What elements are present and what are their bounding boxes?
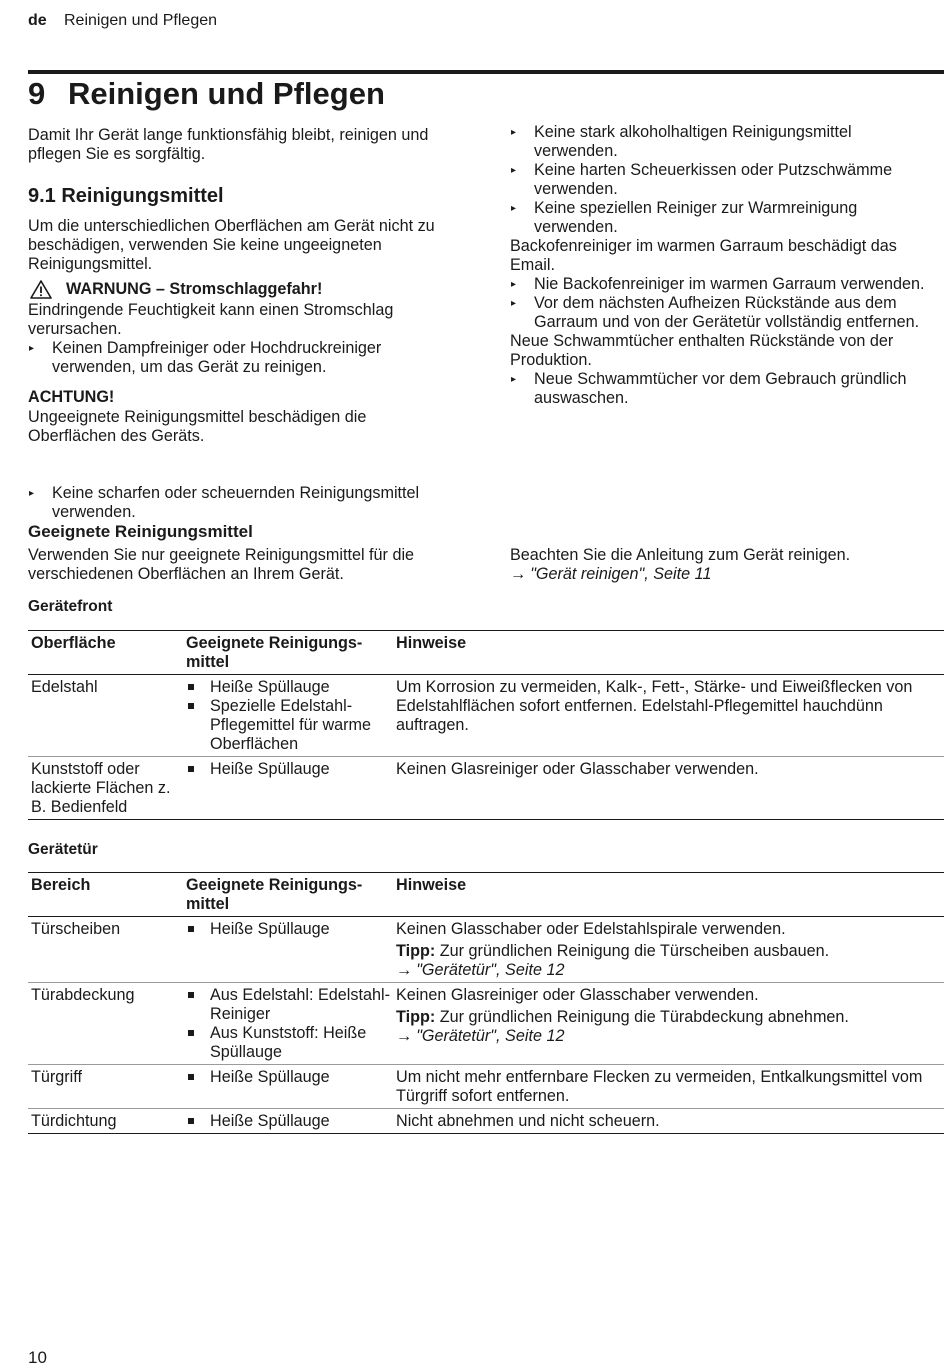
door-table-title: Gerätetür (28, 841, 98, 858)
list-item-text: Vor dem nächsten Aufheizen Rückstände aus dem Garraum und von der Gerätetür vollständig entfernen. (534, 294, 920, 331)
bullet-arrow-icon: ▸ (511, 165, 517, 176)
chapter-title (28, 76, 385, 112)
table-cell-area: Kunststoff oder lackierte Flächen z. B. Bedienfeld (28, 757, 183, 820)
tip-content: Zur gründlichen Reinigung die Türscheiben ausbauen. (439, 942, 830, 960)
column-header: Bereich (28, 873, 183, 917)
page-number: 10 (28, 1348, 47, 1367)
list-item-text: Neue Schwammtücher vor dem Gebrauch gründlich auswaschen. (534, 370, 907, 407)
table-cell-agents (183, 675, 393, 757)
list-item: Aus Kunststoff: Heiße Spüllauge (186, 1024, 390, 1062)
tip-label: Tipp: (396, 1008, 436, 1026)
bullet-arrow-icon: ▸ (511, 203, 517, 214)
list-item (510, 199, 935, 237)
table-cell-area: Türscheiben (28, 917, 183, 983)
table-cell-agents (183, 1065, 393, 1109)
list-item: Spezielle Edelstahl-Pflegemittel für warme Oberflächen (186, 697, 390, 754)
warning-text: Eindringende Feuchtigkeit kann einen Stromschlag verursachen. (28, 301, 394, 338)
list-item-text: Nie Backofenreiniger im warmen Garraum verwenden. (534, 275, 925, 293)
section-9-1-text: Um die unterschiedlichen Oberflächen am Gerät nicht zu beschädigen, verwenden Sie keine ungeeigneten Reinigungsmittel. (28, 217, 435, 273)
list-item-text: Keine stark alkoholhaltigen Reinigungsmittel verwenden. (534, 123, 852, 160)
list-item (510, 370, 935, 408)
list-item: Heiße Spüllauge (186, 678, 390, 697)
arrow-right-icon: → (510, 565, 527, 583)
warning-triangle-icon (30, 280, 52, 299)
bullet-arrow-icon: ▸ (511, 374, 517, 385)
column-header: Geeignete Reinigungs- mittel (183, 873, 393, 917)
door-table (28, 872, 944, 1134)
column-header: Geeignete Reinigungs- mittel (183, 631, 393, 675)
list-item (510, 123, 935, 161)
table-cell-agents (183, 917, 393, 983)
table-cell-note: Um Korrosion zu vermeiden, Kalk-, Fett-, Stärke- und Eiweißflecken von Edelstahlflächen sofort entfernen. Edelstahl-Pflegemittel hauchdünn auftragen. (393, 675, 944, 757)
cross-reference-link[interactable] (510, 565, 935, 584)
arrow-right-icon: → (396, 961, 413, 979)
list-item-text: Keine speziellen Reiniger zur Warmreinigung verwenden. (534, 199, 858, 236)
right-column (510, 123, 935, 408)
cross-reference-text: "Gerätetür", Seite 12 (416, 1027, 565, 1045)
warning-bullet (28, 339, 452, 377)
list-item: Heiße Spüllauge (186, 1068, 390, 1087)
table-cell-area: Türabdeckung (28, 983, 183, 1065)
table-cell-note (393, 983, 944, 1065)
suitable-text-left: Verwenden Sie nur geeignete Reinigungsmittel für die verschiedenen Oberflächen an Ihrem Gerät. (28, 546, 415, 583)
table-header-row (28, 631, 944, 675)
list-item (510, 161, 935, 199)
attention-title: ACHTUNG! (28, 388, 115, 406)
warning-bullet-text: Keinen Dampfreiniger oder Hochdruckreiniger verwenden, um das Gerät zu reinigen. (52, 339, 382, 376)
bullet-arrow-icon: ▸ (511, 298, 517, 309)
table-header-row (28, 873, 944, 917)
bullet-arrow-icon: ▸ (511, 279, 517, 290)
table-cell-area: Türgriff (28, 1065, 183, 1109)
note-text: Keinen Glasreiniger oder Glasschaber verwenden. (396, 986, 759, 1004)
table-row (28, 917, 944, 983)
suitable-title: Geeignete Reinigungsmittel (28, 522, 253, 541)
list-item: Heiße Spüllauge (186, 1112, 390, 1131)
bullet-arrow-icon: ▸ (511, 127, 517, 138)
table-row (28, 675, 944, 757)
intro-text: Damit Ihr Gerät lange funktionsfähig bleibt, reinigen und pflegen Sie es sorgfältig. (28, 126, 429, 163)
table-row (28, 1109, 944, 1134)
chapter-title-text: Reinigen und Pflegen (68, 76, 385, 111)
tip-text (396, 1008, 941, 1027)
table-row (28, 757, 944, 820)
warning-title: WARNUNG – Stromschlaggefahr! (66, 280, 323, 298)
table-row (28, 983, 944, 1065)
cross-reference-link[interactable] (396, 1027, 941, 1046)
table-row (28, 1065, 944, 1109)
table-cell-note: Nicht abnehmen und nicht scheuern. (393, 1109, 944, 1134)
tip-label: Tipp: (396, 942, 436, 960)
list-item: Aus Edelstahl: Edelstahl-Reiniger (186, 986, 390, 1024)
attention-bullet (28, 484, 482, 522)
header-section: Reinigen und Pflegen (64, 12, 218, 29)
front-table-title: Gerätefront (28, 598, 113, 615)
cross-reference-link[interactable] (396, 961, 941, 980)
column-header: Oberfläche (28, 631, 183, 675)
warning-heading (30, 280, 322, 299)
table-cell-note: Keinen Glasreiniger oder Glasschaber verwenden. (393, 757, 944, 820)
bullet-arrow-icon: ▸ (29, 343, 35, 354)
list-item: Heiße Spüllauge (186, 920, 390, 939)
chapter-number: 9 (28, 76, 46, 111)
table-cell-agents (183, 983, 393, 1065)
note-text: Keinen Glasschaber oder Edelstahlspirale verwenden. (396, 920, 786, 938)
section-9-1-title: 9.1 Reinigungsmittel (28, 185, 224, 207)
list-item-text: Keine harten Scheuerkissen oder Putzschwämme verwenden. (534, 161, 893, 198)
header-language: de (28, 12, 47, 29)
table-cell-area: Edelstahl (28, 675, 183, 757)
table-cell-agents (183, 1109, 393, 1134)
table-cell-note (393, 917, 944, 983)
arrow-right-icon: → (396, 1027, 413, 1045)
cross-reference-text: "Gerät reinigen", Seite 11 (530, 565, 712, 583)
email-damage-text: Backofenreiniger im warmen Garraum beschädigt das Email. (510, 237, 897, 274)
cross-reference-text: "Gerätetür", Seite 12 (416, 961, 565, 979)
table-cell-area: Türdichtung (28, 1109, 183, 1134)
attention-bullet-text: Keine scharfen oder scheuernden Reinigungsmittel verwenden. (52, 484, 420, 521)
column-header: Hinweise (393, 873, 944, 917)
tip-text (396, 942, 941, 961)
list-item: Heiße Spüllauge (186, 760, 390, 779)
list-item (510, 294, 935, 332)
table-cell-agents (183, 757, 393, 820)
front-table (28, 630, 944, 820)
suitable-text-right (510, 546, 935, 584)
tip-content: Zur gründlichen Reinigung die Türabdeckung abnehmen. (439, 1008, 849, 1026)
column-header: Hinweise (393, 631, 944, 675)
table-cell-note: Um nicht mehr entfernbare Flecken zu vermeiden, Entkalkungsmittel vom Türgriff sofort entfernen. (393, 1065, 944, 1109)
list-item (510, 275, 935, 294)
top-rule (28, 70, 944, 74)
suitable-right-text: Beachten Sie die Anleitung zum Gerät reinigen. (510, 546, 851, 564)
bullet-arrow-icon: ▸ (29, 488, 35, 499)
attention-text: Ungeeignete Reinigungsmittel beschädigen die Oberflächen des Geräts. (28, 408, 367, 445)
sponge-text: Neue Schwammtücher enthalten Rückstände von der Produktion. (510, 332, 894, 369)
